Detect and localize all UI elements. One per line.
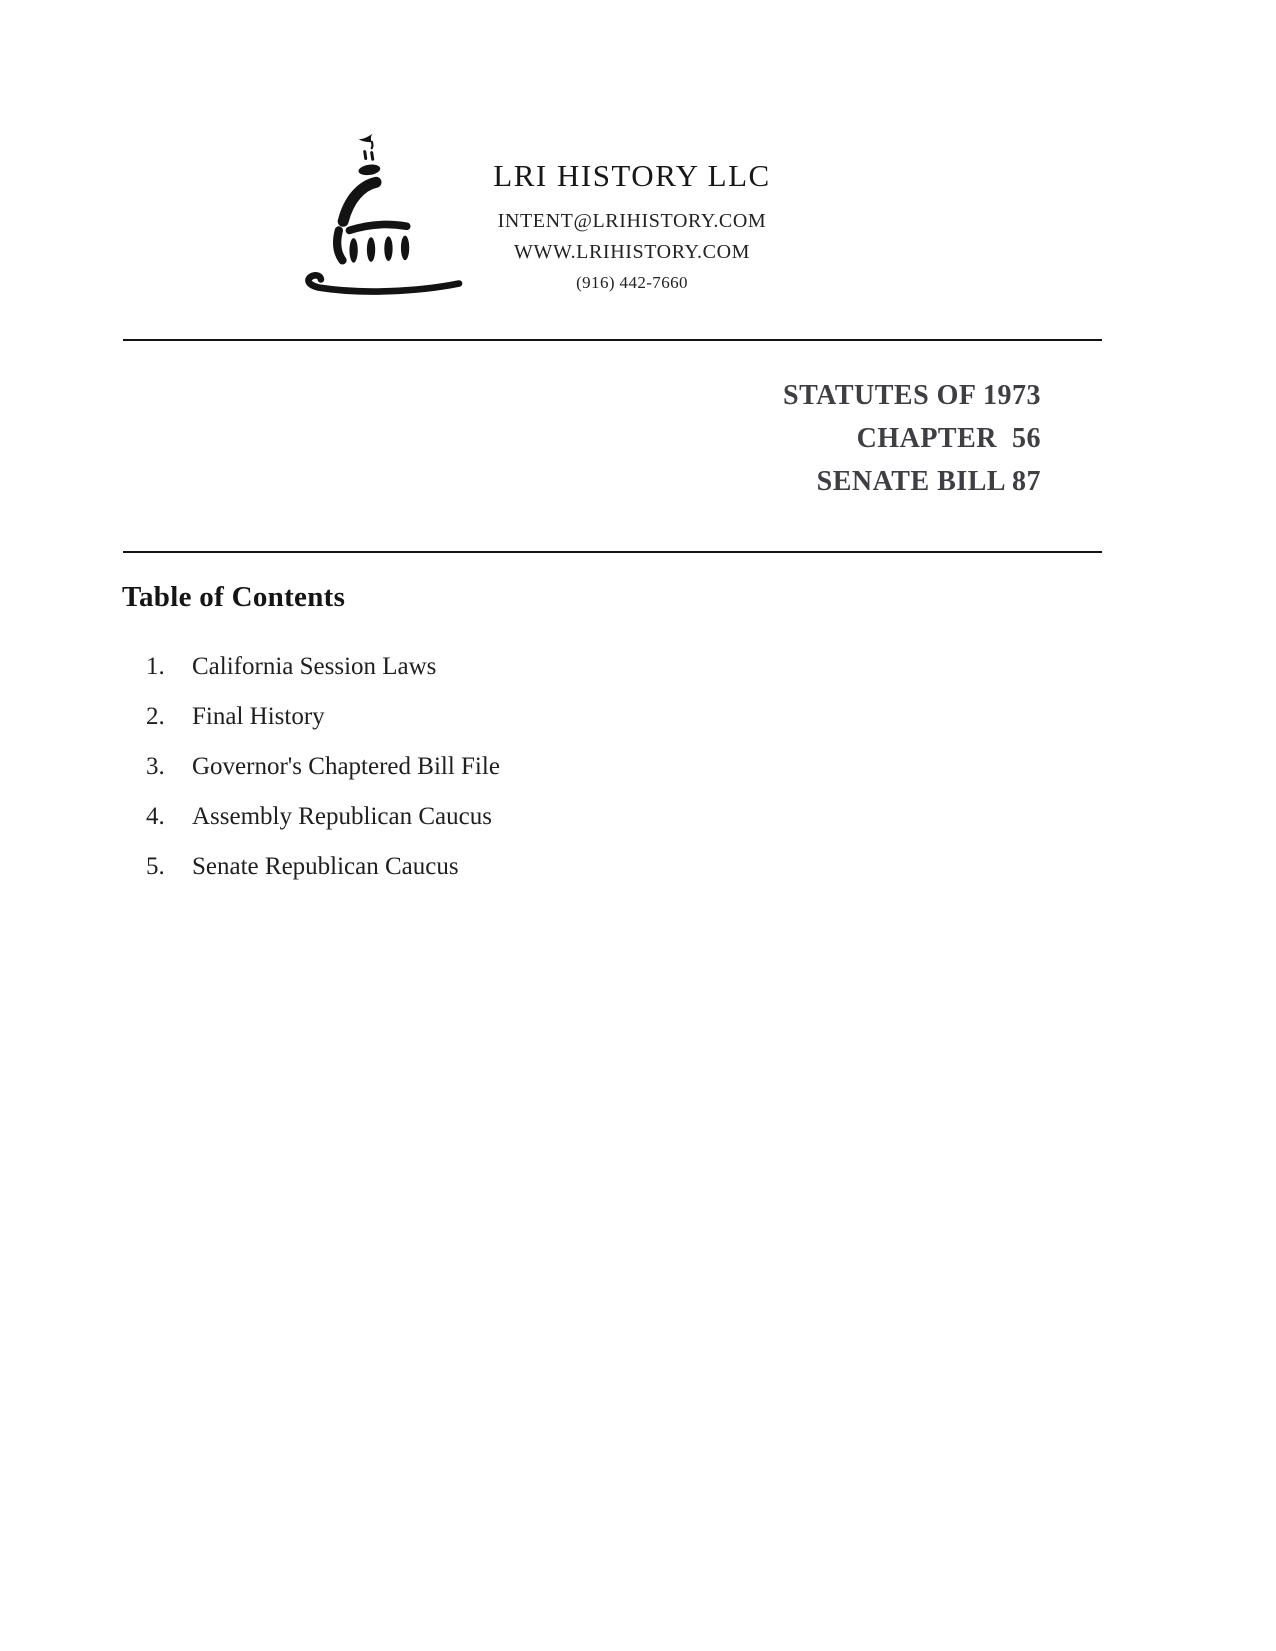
toc-item — [0, 695, 1000, 745]
toc-item-label: Assembly Republican Caucus — [192, 803, 492, 830]
bill-reference-block — [541, 374, 1041, 503]
toc-item-number: 2. — [146, 703, 165, 730]
toc-heading: Table of Contents — [122, 581, 346, 613]
company-name: LRI HISTORY LLC — [493, 158, 771, 193]
toc-item-label: California Session Laws — [192, 653, 437, 680]
letterhead — [432, 155, 832, 298]
toc-item — [0, 645, 1000, 695]
toc-list — [0, 645, 1000, 895]
toc-item-number: 4. — [146, 803, 165, 830]
toc-item-label: Governor's Chaptered Bill File — [192, 753, 500, 780]
horizontal-rule-top — [123, 339, 1102, 341]
toc-item-label: Final History — [192, 703, 325, 730]
chapter-line: CHAPTER 56 — [856, 423, 1041, 454]
horizontal-rule-bottom — [123, 551, 1102, 553]
email-text: INTENT@LRIHISTORY.COM — [497, 210, 767, 232]
toc-item-number: 5. — [146, 853, 165, 880]
toc-item-number: 3. — [146, 753, 165, 780]
phone-text: (916) 442-7660 — [576, 273, 688, 292]
toc-item — [0, 845, 1000, 895]
toc-item — [0, 795, 1000, 845]
statutes-line: STATUTES OF 1973 — [783, 380, 1041, 411]
website-text: WWW.LRIHISTORY.COM — [513, 241, 750, 263]
toc-item-number: 1. — [146, 653, 165, 680]
toc-item-label: Senate Republican Caucus — [192, 853, 459, 880]
senate-bill-line: SENATE BILL 87 — [816, 466, 1041, 497]
toc-item — [0, 745, 1000, 795]
